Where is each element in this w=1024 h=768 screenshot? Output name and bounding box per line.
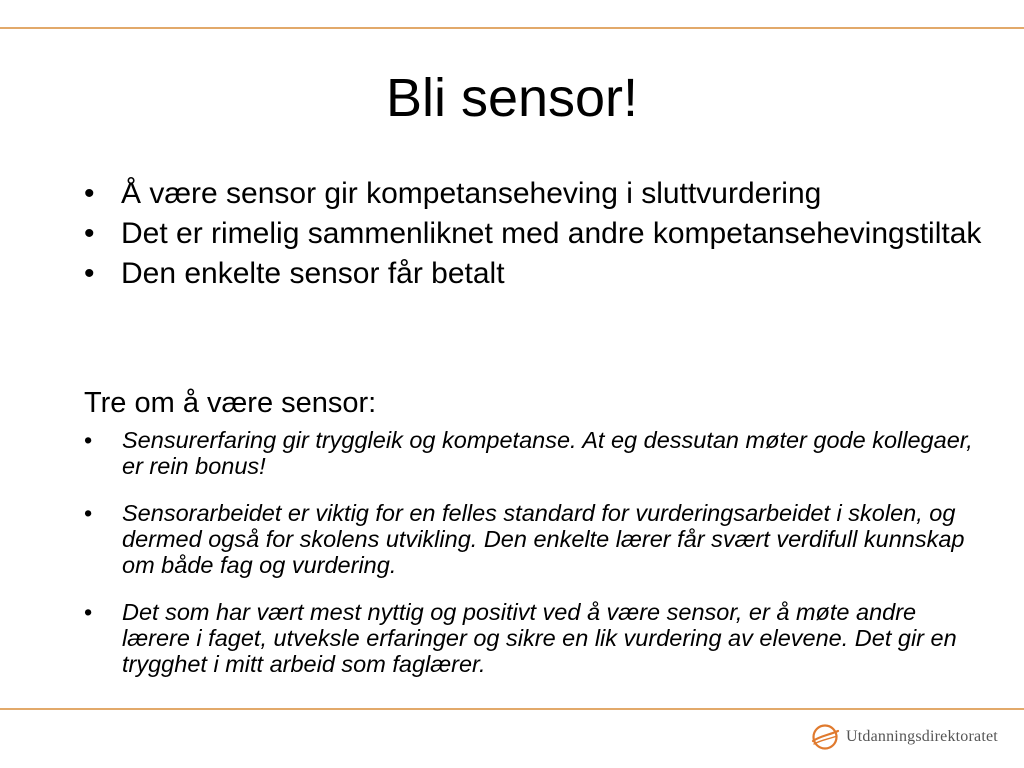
quote-item [84,500,990,578]
bullet-dot: • [84,257,95,290]
bullet-item [84,218,984,250]
quote-item [84,427,990,479]
bullet-dot: • [84,599,93,625]
circle-swoosh-icon [810,722,840,752]
bottom-divider [0,708,1024,710]
logo-text: Utdanningsdirektoratet [846,728,998,745]
bullet-text: Å være sensor gir kompetanseheving i sluttvurdering [121,177,822,210]
quotes-heading: Tre om å være sensor: [84,387,377,419]
footer-logo [810,720,998,754]
quote-item [84,599,990,677]
bullet-item [84,258,984,290]
quote-text: Sensurerfaring gir tryggleik og kompetanse. At eg dessutan møter gode kollegaer, er rein bonus! [122,427,973,479]
quote-text: Det som har vært mest nyttig og positivt ved å være sensor, er å møte andre lærere i faget, utveksle erfaringer og sikre en lik vurdering av elevene. Det gir en trygghet i mitt arbeid som faglærer. [122,599,957,677]
quote-text: Sensorarbeidet er viktig for en felles standard for vurderingsarbeidet i skolen, og dermed også for skolens utvikling. Den enkelte lærer får svært verdifull kunnskap om både fag og vurdering. [122,500,965,578]
bullet-text: Det er rimelig sammenliknet med andre kompetansehevingstiltak [121,217,982,250]
bullet-dot: • [84,177,95,210]
bullet-text: Den enkelte sensor får betalt [121,257,505,290]
bullet-dot: • [84,217,95,250]
bullet-dot: • [84,427,93,453]
quote-list [84,427,990,698]
bullet-dot: • [84,500,93,526]
bullet-list [84,178,984,298]
slide-title: Bli sensor! [385,68,639,128]
top-divider [0,27,1024,29]
bullet-item [84,178,984,210]
